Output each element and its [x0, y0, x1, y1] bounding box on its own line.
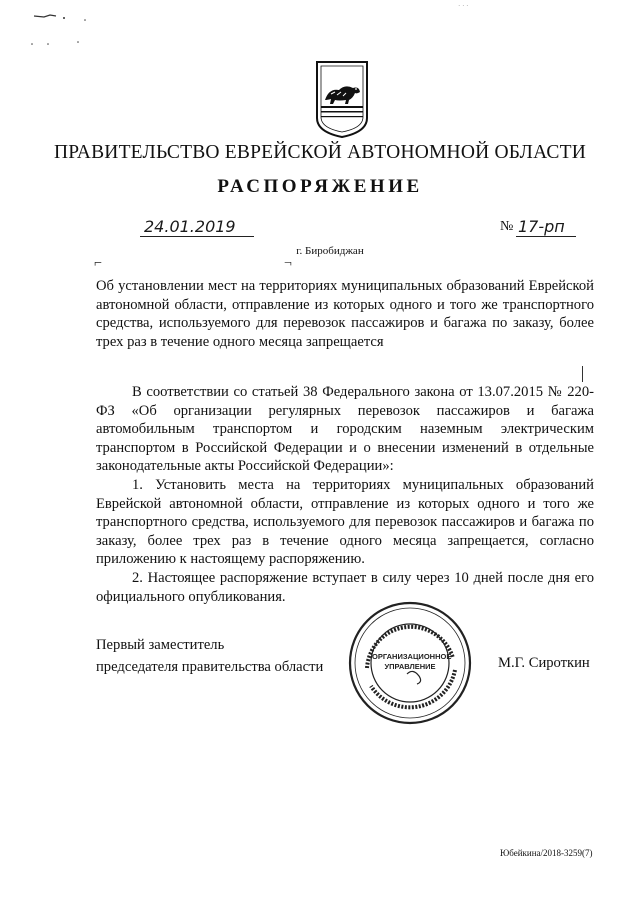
scan-mark: · · · [458, 2, 469, 10]
signatory-position [96, 634, 323, 678]
document-subject: Об установлении мест на территориях муниципальных образований Еврейской автономной области, отправление из которых одного и того же транспортного средства, используемого для перевозок пассажиров и багажа по заказу, более трех раз в течение одного месяца запрещается [96, 278, 594, 350]
number-label: № [500, 219, 514, 234]
document-type: РАСПОРЯЖЕНИЕ [217, 176, 423, 197]
coat-of-arms-emblem [313, 58, 371, 140]
document-body [96, 383, 594, 606]
stamp-line-1: ОРГАНИЗАЦИОННОЕ [372, 652, 452, 661]
stamp-line-2: УПРАВЛЕНИЕ [384, 662, 436, 671]
footer-code: Юбейкина/2018-3259(7) [500, 848, 593, 858]
document-date: 24.01.2019 [140, 217, 254, 237]
right-corner-bracket: ¬ [284, 256, 292, 271]
left-corner-bracket: ⌐ [94, 256, 102, 271]
signatory-name: М.Г. Сироткин [498, 655, 590, 671]
item-1-paragraph: 1. Установить места на территориях муниципальных образований Еврейской автономной области, отправление из которых одного и того же транспортного средства, используемого для перевозок пассажиров и багажа по заказу, более трех раз в течение одного месяца запрещается, согласно приложению к настоящему распоряжению. [96, 476, 594, 568]
position-line-2: председателя правительства области [96, 659, 324, 675]
item-2-paragraph: 2. Настоящее распоряжение вступает в силу через 10 дней после дня его официального опубликования. [96, 569, 594, 605]
government-title: ПРАВИТЕЛЬСТВО ЕВРЕЙСКОЙ АВТОНОМНОЙ ОБЛАСТИ [53, 142, 587, 163]
preamble-paragraph: В соответствии со статьей 38 Федерального закона от 13.07.2015 № 220-ФЗ «Об организации регулярных перевозок пассажиров и багажа автомобильным транспортом и городским наземным электрическим транспортом в Российской Федерации и о внесении изменений в отдельные законодательные акты Российской Федерации»: [96, 384, 594, 475]
margin-mark [582, 366, 583, 382]
scan-artifacts [30, 6, 110, 46]
position-line-1: Первый заместитель [96, 637, 225, 653]
official-stamp [345, 598, 475, 728]
document-number: 17-рп [516, 217, 576, 237]
city: г. Биробиджан [296, 245, 364, 257]
